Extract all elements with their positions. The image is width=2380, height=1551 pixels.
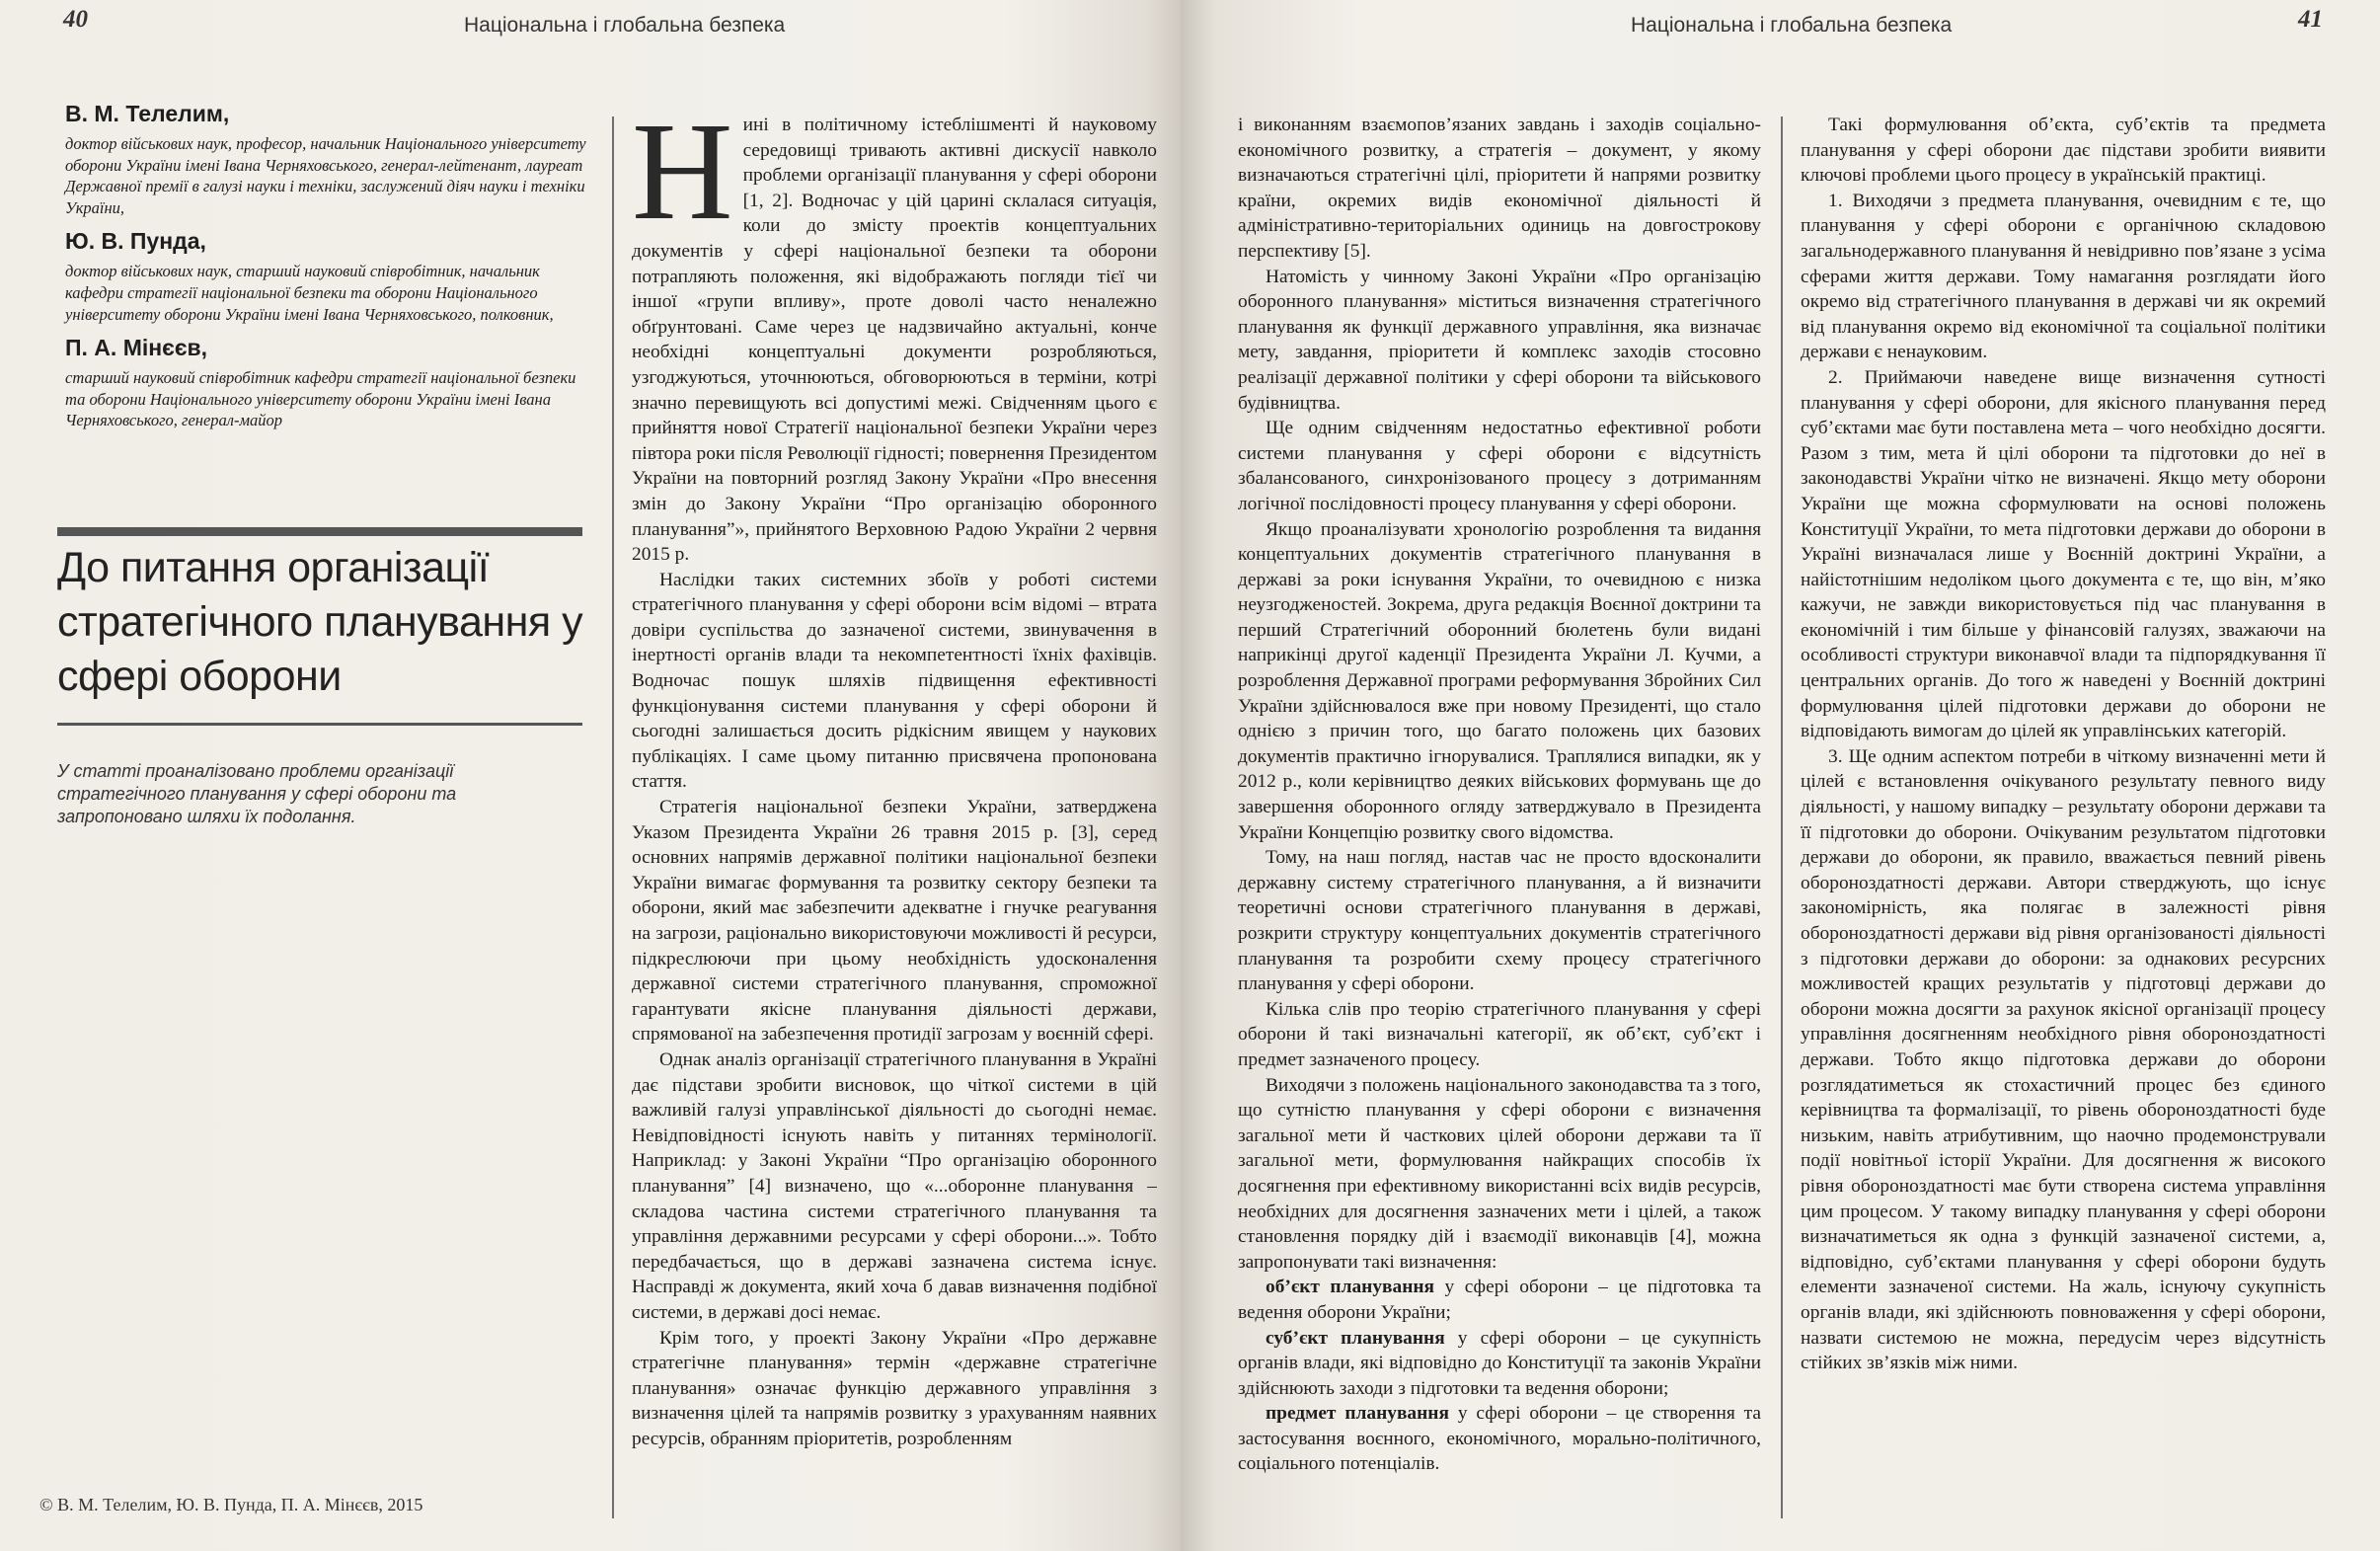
author-description: доктор військових наук, професор, начальник Національного університету оборони України імені Івана Черняховського, генерал-лейтенант, лауреат Державної премії в галузі науки і техніки, заслужений діяч науки і техніки України, (65, 134, 586, 217)
definition-term: предмет планування (1266, 1403, 1449, 1425)
copyright-line: © В. М. Телелим, Ю. В. Пунда, П. А. Мінєєв, 2015 (39, 1495, 423, 1514)
paragraph: 3. Ще одним аспектом потреби в чіткому визначенні мети й цілей є встановлення очікуваного результату певного виду діяльності, у нашому випадку – результату оборони держави та її підготовки до оборони. Очікуваним результатом підготовки держави до оборони, як правило, вважається певний рівень обороноздатності держави. Автори стверджують, що існує закономірність, яка полягає в залежності рівня обороноздатності держави від рівня організованості діяльності з підготовки держави до оборони: за однакових ресурсних можливостей кращих результатів у підготовці держави до оборони можна досягти за рахунок якісної організації процесу управління досягненням необхідного рівня обороноздатності держави. Тобто якщо підготовка держави до оборони розглядатиметься як стохастичний процес без єдиного керівництва та формалізації, то рівень обороноздатності буде низьким, навіть атрибутивним, що наочно продемонстрували події новітньої історії України. Для досягнення ж високого рівня обороноздатності має бути створена система управління цим процесом. У такому випадку планування у сфері оборони визначатиметься як одна з функцій зазначеної системи, а, відповідно, суб’єктами планування у сфері оборони будуть елементи зазначеної системи. На жаль, існуючу сукупність органів влади, які здійснюють повноваження у сфері оборони, назвати системою не можна, передусім через відсутність стійких зв’язків між ними. (1801, 745, 2326, 1374)
definition-text: у сфері оборони – це підготовка та ведення оборони України; (1238, 1277, 1761, 1323)
definition-term: суб’єкт планування (1266, 1327, 1445, 1349)
paragraph: 1. Виходячи з предмета планування, очевидним є те, що планування у сфері оборони є органічною складовою загальнодержавного планування й невідривно пов’язане з усіма сферами життя держави. Тому намагання розглядати його окремо від стратегічного планування в державі чи як окремий від планування окремо від економічної та соціальної політики держави є ненауковим. (1801, 190, 2326, 363)
definition-text: у сфері оборони – це створення та застосування воєнного, економічного, морально-політичного, соціального потенціалів. (1238, 1403, 1761, 1475)
right-text-column-2 (1801, 113, 2326, 1534)
left-text-column (632, 113, 1157, 1534)
paragraph: ині в політичному істеблішменті й науковому середовищі тривають активні дискусії навколо проблеми організації планування у сфері оборони [1, 2]. Водночас у цій царині склалася ситуація, коли до змісту проектів концептуальних документів у сфері національної безпеки та оборони потрапляють положення, які відображають погляди тієї чи іншої «групи впливу», проте доволі часто неналежно обґрунтовані. Саме через це надзвичайно актуальні, конче необхідні концептуальні документи розробляються, узгоджуються, уточнюються, обговорюються в терміни, котрі значно перевищують всі допустимі межі. Свідченням цього є прийняття нової Стратегії національної безпеки України через півтора роки після Революції гідності; повернення Президентом України на повторний розгляд Закону України «Про внесення змін до Закону України “Про організацію оборонного планування”», прийнятого Верховною Радою України 2 червня 2015 р. (632, 115, 1157, 566)
running-head-left: Національна і глобальна безпека (464, 14, 786, 37)
title-top-rule (57, 527, 582, 536)
author-3 (65, 335, 588, 431)
paragraph: Ще одним свідченням недостатньо ефективної роботи системи планування у сфері оборони є відсутність збалансованого, синхронізованого процесу з дотриманням логічної послідовності процесу планування у сфері оборони. (1238, 418, 1761, 514)
right-page (1181, 0, 2380, 1551)
page-number-right: 41 (2298, 6, 2323, 33)
author-name: П. А. Мінєєв, (65, 335, 208, 361)
definition-text: у сфері оборони – це сукупність органів влади, які відповідно до Конституції та законів України здійснюють заходи з підготовки та ведення оборони; (1238, 1327, 1761, 1399)
paragraph: і виконанням взаємопов’язаних завдань і заходів соціально-економічного розвитку, а стратегія – документ, у якому визначаються стратегічні цілі, пріоритети й напрями розвитку країни, окремих видів економічної діяльності й адміністративно-територіальних одиниць на довгострокову перспективу [5]. (1238, 115, 1761, 262)
article-title: До питання організації стратегічного планування у сфері оборони (57, 544, 583, 700)
definition-term: об’єкт планування (1266, 1277, 1435, 1298)
left-page (0, 0, 1181, 1551)
right-text-column-1 (1238, 113, 1761, 1534)
drop-cap: Н (632, 113, 733, 249)
column-divider (1781, 116, 1783, 1518)
paragraph: Наслідки таких системних збоїв у роботі системи стратегічного планування у сфері оборони всім відомі – втрата довіри суспільства до зазначеної системи, звинувачення в інертності органів влади та некомпетентності їхніх фахівців. Водночас пошук шляхів підвищення ефективності функціонування системи планування у сфері оборони й сьогодні залишається досить рідкісним явищем у наукових публікаціях. І саме цьому питанню присвячена пропонована стаття. (632, 569, 1157, 793)
running-head-right: Національна і глобальна безпека (1631, 14, 1953, 37)
definition-object (1238, 1275, 1761, 1325)
author-1 (65, 101, 588, 218)
paragraph: Виходячи з положень національного законодавства та з того, що сутністю планування у сфері оборони є визначення загальної мети й часткових цілей оборони держави та її загальної мети, формулювання найкращих способів їх досягнення при ефективному використанні всіх видів ресурсів, необхідних для досягнення зазначених мети і цілей, а також становлення порядку дій і взаємодії виконавців [4], можна запропонувати такі визначення: (1238, 1074, 1761, 1273)
definition-subject-matter (1238, 1401, 1761, 1477)
author-name: В. М. Телелим, (65, 101, 230, 126)
paragraph: Тому, на наш погляд, настав час не просто вдосконалити державну систему стратегічного планування, а й визначити теоретичні основи стратегічного планування в державі, розкрити структуру концептуальних документів стратегічного планування та розробити схему процесу стратегічного планування у сфері оборони. (1238, 847, 1761, 995)
author-description: старший науковий співробітник кафедри стратегії національної безпеки та оборони Національного університету оборони України імені Івана Черняховського, генерал-майор (65, 368, 576, 430)
paragraph: Крім того, у проекті Закону України «Про державне стратегічне планування» термін «державне стратегічне планування» означає функцію державного управління з визначення цілей та напрямів розвитку з урахуванням наявних ресурсів, обранням пріоритетів, розробленням (632, 1327, 1157, 1449)
author-name: Ю. В. Пунда, (65, 228, 206, 255)
title-bottom-rule (57, 723, 582, 726)
paragraph: Однак аналіз організації стратегічного планування в Україні дає підстави зробити висновок, що чіткої системи в цій важливій галузі управлінської діяльності до сьогодні немає. Невідповідності існують навіть у питаннях термінології. Наприклад: у Законі України “Про організацію оборонного планування” [4] визначено, що «...оборонне планування – складова частина системи стратегічного планування та управління державними ресурсами у сфері оборони...». Тобто передбачається, що в державі зазначена система існує. Насправді ж документа, який хоча б давав визначення подібної системи, в державі досі немає. (632, 1048, 1157, 1323)
paragraph: Якщо проаналізувати хронологію розроблення та видання концептуальних документів стратегічного планування в державі за роки існування України, то очевидною є низка неузгодженостей. Зокрема, друга редакція Воєнної доктрини та перший Стратегічний оборонний бюлетень були видані наприкінці другої каденції Президента України Л. Кучми, а розроблення Державної програми реформування Збройних Сил України здійснювалося вже при новому Президенті, що стало однією з причин того, що багато положень цих базових документів практично ігнорувалися. Траплялися випадки, як у 2012 р., коли керівництво деяких військових формувань ще до завершення оборонного огляду затверджувало в Президента України Концепцію розвитку свого відомства. (1238, 518, 1761, 843)
paragraph: Стратегія національної безпеки України, затверджена Указом Президента України 26 травня 2015 р. [3], серед основних напрямів державної політики національної безпеки України вимагає формування та розвитку сектору безпеки та оборони, який має забезпечити адекватне і гнучке реагування на загрози, раціонально використовуючи можливості й ресурси, підкреслюючи при цьому необхідність удосконалення державної системи стратегічного планування, спроможної гарантувати якісне планування діяльності держави, спрямованої на забезпечення протидії загрозам у воєнній сфері. (632, 797, 1157, 1046)
paragraph: Натомість у чинному Законі України «Про організацію оборонного планування» міститься визначення стратегічного планування як функції державного управління, яка визначає мету, завдання, пріоритети й комплекс заходів стосовно реалізації державної політики у сфері оборони та військового будівництва. (1238, 266, 1761, 414)
author-description: доктор військових наук, старший науковий співробітник, начальник кафедри стратегії національної безпеки та оборони Національного університету оборони України імені Івана Черняховського, полковник, (65, 262, 554, 324)
paragraph: 2. Приймаючи наведене вище визначення сутності планування у сфері оборони, для якісного планування перед суб’єктами має бути поставлена мета – чого необхідно досягти. Разом з тим, мета й цілі оборони та підготовки до неї в законодавстві України чітко не визначені. Якщо мету оборони України ще можна сформулювати на основі положень Конституції України, то мета підготовки держави до оборони в Україні визначалася лише у Воєнній доктрині України, а найістотнішим недоліком цього документа є те, що він, м’яко кажучи, не завжди використовується під час планування в економічній і тим більше у фінансовій галузях, зважаючи на особливості структури виконавчої влади та підпорядкування її центральних органів. До того ж наведені у Воєнній доктрині формулювання цілей підготовки держави до оборони не відповідають вимогам до цілей як управлінських категорій. (1801, 366, 2326, 742)
paragraph: Такі формулювання об’єкта, суб’єктів та предмета планування у сфері оборони дає підстави зробити виявити ключові проблеми цього процесу в українській практиці. (1801, 115, 2326, 187)
definition-subject (1238, 1326, 1761, 1402)
authors-block (65, 101, 588, 441)
paragraph: Кілька слів про теорію стратегічного планування у сфері оборони й такі визначальні категорії, як об’єкт, суб’єкт і предмет зазначеного процесу. (1238, 998, 1761, 1070)
author-2 (65, 228, 588, 325)
column-divider (612, 116, 614, 1518)
abstract: У статті проаналізовано проблеми організації стратегічного планування у сфері оборони та запропоновано шляхи їх подолання. (57, 761, 457, 826)
page-number-left: 40 (63, 6, 88, 33)
